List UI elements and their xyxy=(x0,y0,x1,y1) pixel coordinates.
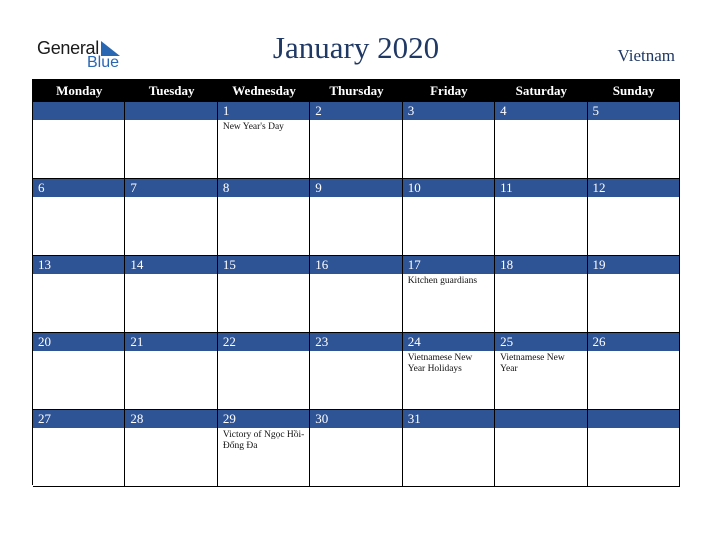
holiday-label xyxy=(310,274,401,276)
holiday-label xyxy=(310,120,401,122)
day-cell xyxy=(403,333,495,410)
day-cell xyxy=(403,410,495,487)
day-cell xyxy=(125,333,217,410)
weekday-header: Saturday xyxy=(515,83,567,98)
holiday-label xyxy=(495,428,586,430)
holiday-label xyxy=(588,197,679,199)
holiday-label xyxy=(125,274,216,276)
holiday-label xyxy=(310,351,401,353)
day-number: 5 xyxy=(588,102,679,120)
day-cell xyxy=(588,256,680,333)
week-row xyxy=(33,410,680,487)
day-cell xyxy=(125,410,217,487)
week-row xyxy=(33,256,680,333)
holiday-label xyxy=(125,351,216,353)
day-cell xyxy=(33,102,125,179)
day-cell xyxy=(125,256,217,333)
day-number: 17 xyxy=(403,256,494,274)
day-number: 31 xyxy=(403,410,494,428)
holiday-label xyxy=(588,351,679,353)
day-number: 1 xyxy=(218,102,309,120)
day-number: 21 xyxy=(125,333,216,351)
week-row xyxy=(33,333,680,410)
holiday-label xyxy=(33,351,124,353)
weekday-header: Monday xyxy=(56,83,103,98)
day-cell xyxy=(33,256,125,333)
week-row xyxy=(33,102,680,179)
day-number: 24 xyxy=(403,333,494,351)
weekday-header-row xyxy=(33,80,680,102)
weekday-header: Sunday xyxy=(612,83,655,98)
calendar-grid xyxy=(32,79,680,485)
holiday-label xyxy=(588,428,679,430)
day-number: 6 xyxy=(33,179,124,197)
day-cell xyxy=(33,410,125,487)
day-cell xyxy=(218,179,310,256)
day-cell xyxy=(310,102,402,179)
day-cell xyxy=(310,179,402,256)
day-number: 11 xyxy=(495,179,586,197)
day-cell xyxy=(218,410,310,487)
holiday-label xyxy=(403,120,494,122)
holiday-label xyxy=(403,197,494,199)
day-number: 22 xyxy=(218,333,309,351)
day-cell xyxy=(310,333,402,410)
day-cell xyxy=(403,102,495,179)
day-number: 30 xyxy=(310,410,401,428)
holiday-label: Kitchen guardians xyxy=(407,276,478,286)
day-cell xyxy=(588,333,680,410)
holiday-label xyxy=(125,120,216,122)
holiday-label xyxy=(125,428,216,430)
day-cell xyxy=(310,256,402,333)
day-cell xyxy=(495,410,587,487)
day-cell xyxy=(125,179,217,256)
day-number: 28 xyxy=(125,410,216,428)
holiday-label xyxy=(495,274,586,276)
holiday-label xyxy=(495,197,586,199)
holiday-label xyxy=(403,428,494,430)
day-number: 26 xyxy=(588,333,679,351)
day-cell xyxy=(495,102,587,179)
holiday-label xyxy=(125,197,216,199)
holiday-label: New Year's Day xyxy=(222,122,284,132)
holiday-label xyxy=(33,197,124,199)
weekday-header: Friday xyxy=(430,83,468,98)
day-number: 9 xyxy=(310,179,401,197)
holiday-label xyxy=(310,197,401,199)
day-cell xyxy=(218,256,310,333)
day-number xyxy=(33,102,124,120)
day-cell xyxy=(403,256,495,333)
weekday-header: Wednesday xyxy=(232,83,296,98)
day-cell xyxy=(33,179,125,256)
weekday-header: Thursday xyxy=(329,83,384,98)
holiday-label: Vietnamese New Year xyxy=(500,353,565,374)
day-number: 20 xyxy=(33,333,124,351)
day-number: 13 xyxy=(33,256,124,274)
holiday-label xyxy=(218,197,309,199)
day-cell xyxy=(218,333,310,410)
weekday-header: Tuesday xyxy=(148,83,195,98)
day-number: 23 xyxy=(310,333,401,351)
day-cell xyxy=(495,333,587,410)
day-number: 29 xyxy=(218,410,309,428)
holiday-label xyxy=(218,351,309,353)
holiday-label xyxy=(495,120,586,122)
day-number: 7 xyxy=(125,179,216,197)
day-number xyxy=(588,410,679,428)
day-cell xyxy=(218,102,310,179)
logo-text-general: General xyxy=(37,38,99,58)
day-number xyxy=(495,410,586,428)
day-cell xyxy=(33,333,125,410)
day-cell xyxy=(588,410,680,487)
day-number: 10 xyxy=(403,179,494,197)
week-row xyxy=(33,179,680,256)
day-cell xyxy=(495,256,587,333)
weeks-container xyxy=(33,102,680,487)
day-number: 25 xyxy=(495,333,586,351)
country-label: Vietnam xyxy=(617,46,675,65)
day-number xyxy=(125,102,216,120)
day-cell xyxy=(310,410,402,487)
day-number: 2 xyxy=(310,102,401,120)
holiday-label xyxy=(33,274,124,276)
holiday-label xyxy=(588,120,679,122)
day-cell xyxy=(495,179,587,256)
day-number: 18 xyxy=(495,256,586,274)
day-number: 3 xyxy=(403,102,494,120)
holiday-label xyxy=(310,428,401,430)
day-number: 19 xyxy=(588,256,679,274)
day-number: 8 xyxy=(218,179,309,197)
logo-text-blue: Blue xyxy=(87,54,120,71)
day-cell xyxy=(125,102,217,179)
day-cell xyxy=(403,179,495,256)
holiday-label: Vietnamese New Year Holidays xyxy=(407,353,473,374)
holiday-label xyxy=(33,120,124,122)
day-number: 16 xyxy=(310,256,401,274)
day-number: 15 xyxy=(218,256,309,274)
day-number: 4 xyxy=(495,102,586,120)
day-number: 12 xyxy=(588,179,679,197)
holiday-label xyxy=(33,428,124,430)
day-cell xyxy=(588,102,680,179)
calendar-title: January 2020 xyxy=(272,30,440,65)
holiday-label: Victory of Ngọc Hồi-Đống Đa xyxy=(222,430,305,451)
holiday-label xyxy=(218,274,309,276)
day-number: 14 xyxy=(125,256,216,274)
day-number: 27 xyxy=(33,410,124,428)
day-cell xyxy=(588,179,680,256)
holiday-label xyxy=(588,274,679,276)
